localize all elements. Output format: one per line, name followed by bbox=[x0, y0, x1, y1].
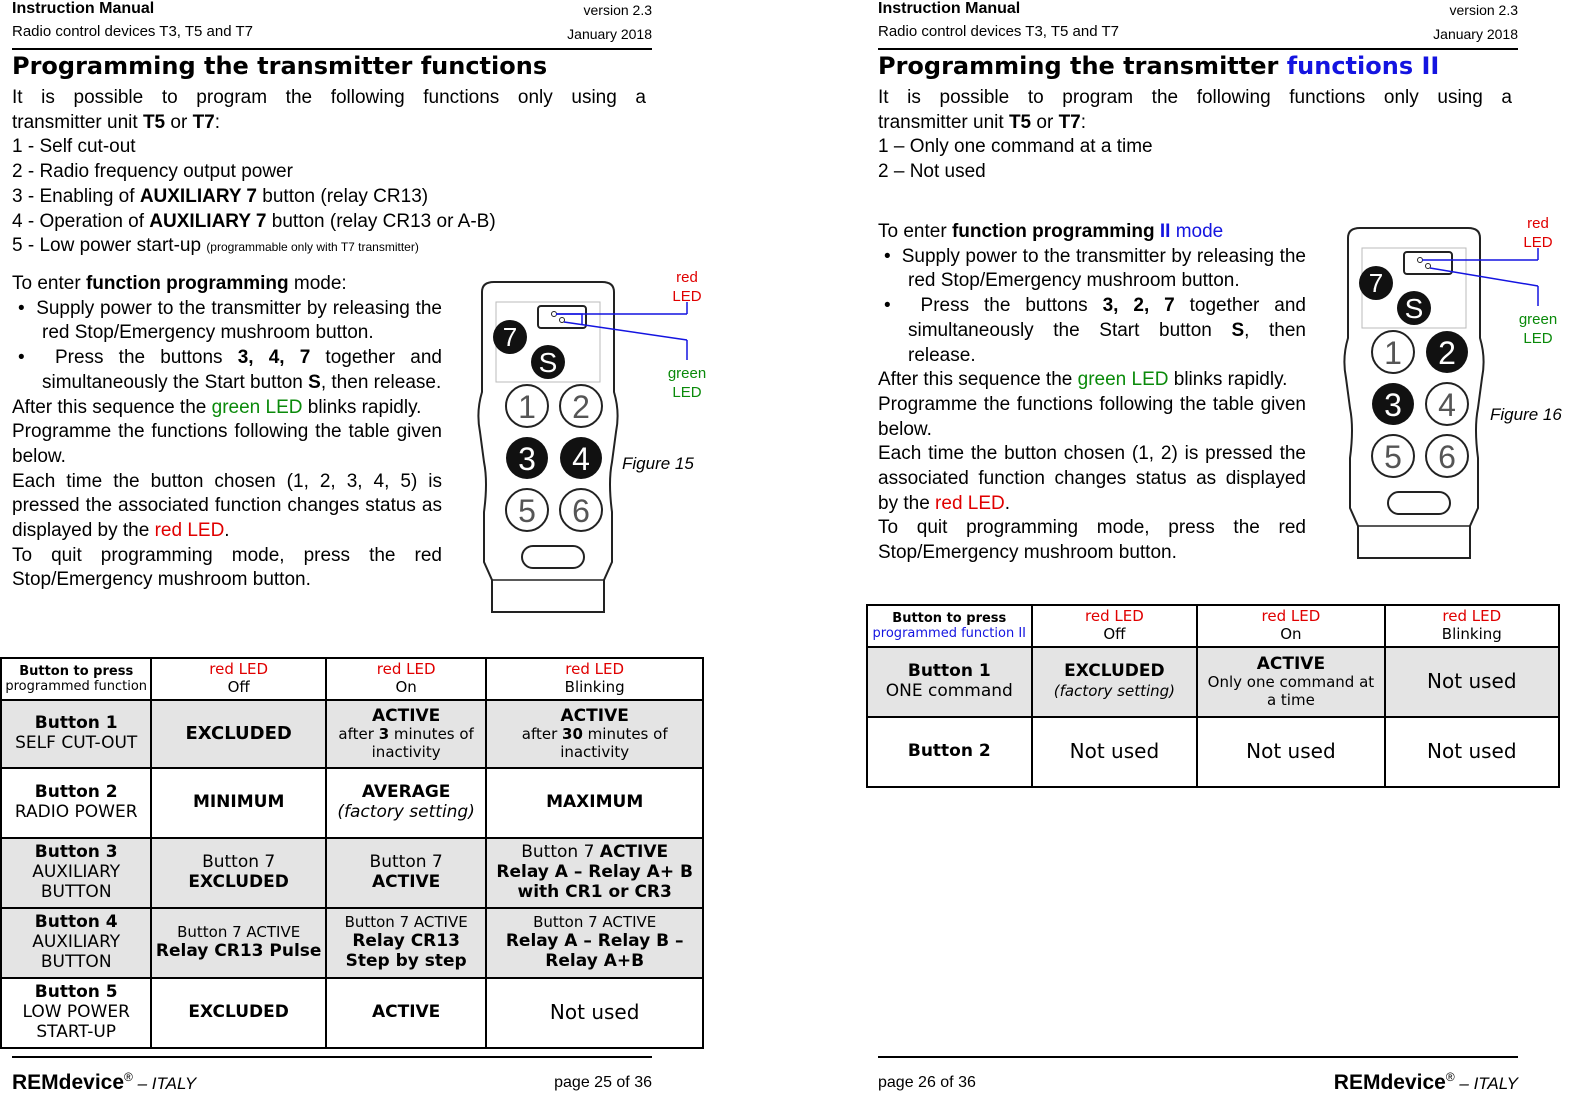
table-row: Button 5 LOW POWER START-UP EXCLUDED ACTIVE Not used bbox=[1, 978, 703, 1048]
svg-text:LED: LED bbox=[672, 288, 702, 305]
fig-red-label: red bbox=[1527, 215, 1549, 232]
table-row: Button 3 AUXILIARY BUTTON Button 7 EXCLUDED Button 7 ACTIVE Button 7 ACTIVE Relay A – Relay A+ B with CR1 or CR3 bbox=[1, 838, 703, 908]
svg-text:6: 6 bbox=[1438, 439, 1456, 475]
intro-line-1: It is possible to program the following functions only using a bbox=[12, 87, 646, 108]
function-item: 1 – Only one command at a time bbox=[878, 136, 1153, 158]
transmitter-figure-16 bbox=[1318, 208, 1580, 568]
programme-line: Programme the functions following the table given below. bbox=[12, 421, 442, 467]
page-number: page 26 of 36 bbox=[878, 1074, 976, 1091]
svg-text:6: 6 bbox=[572, 493, 590, 529]
page-title: Programming the transmitter functions bbox=[12, 52, 548, 80]
page-25 bbox=[5, 0, 712, 1109]
after-sequence: After this sequence the green LED blinks rapidly. bbox=[878, 369, 1288, 391]
intro-line-2: transmitter unit T5 or T7: bbox=[12, 111, 221, 133]
manual-subtitle: Radio control devices T3, T5 and T7 bbox=[12, 23, 253, 40]
svg-text:2: 2 bbox=[1438, 335, 1456, 371]
function-item: 2 – Not used bbox=[878, 161, 986, 183]
fig-green-label: green bbox=[1518, 311, 1558, 328]
fig-red-label: red bbox=[676, 269, 698, 286]
table-row: Button 4 AUXILIARY BUTTON Button 7 ACTIVE Relay CR13 Pulse Button 7 ACTIVE Relay CR13 Step by step Button 7 ACTIVE Relay A – Relay B – Relay A+B bbox=[1, 908, 703, 978]
table-header: Button to press programmed function II red LED Off red LED On red LED Blinking bbox=[867, 605, 1559, 647]
start-slot bbox=[1388, 492, 1450, 514]
svg-text:4: 4 bbox=[1438, 387, 1456, 423]
enter-mode-line: To enter function programming mode: bbox=[12, 273, 347, 294]
svg-text:LED: LED bbox=[1523, 330, 1553, 347]
function-item: 1 - Self cut-out bbox=[12, 136, 136, 158]
svg-text:7: 7 bbox=[1368, 268, 1384, 298]
bullet-item: • Supply power to the transmitter by releasing the red Stop/Emergency mushroom button. bbox=[18, 297, 442, 344]
bullet-item: • Supply power to the transmitter by releasing the red Stop/Emergency mushroom button. bbox=[884, 245, 1306, 292]
page-number: page 25 of 36 bbox=[554, 1074, 652, 1091]
version: version 2.3 bbox=[583, 2, 652, 18]
quit-line: To quit programming mode, press the red Stop/Emergency mushroom button. bbox=[12, 544, 442, 591]
date: January 2018 bbox=[1433, 26, 1518, 42]
table-row: Button 1 ONE command EXCLUDED (factory setting) ACTIVE Only one command at a time Not used bbox=[867, 647, 1559, 717]
function-item: 2 - Radio frequency output power bbox=[12, 161, 293, 183]
function-item: 3 - Enabling of AUXILIARY 7 button (relay CR13) bbox=[12, 185, 429, 207]
brand-logo: REMdevice® – ITALY bbox=[1333, 1070, 1518, 1094]
start-slot bbox=[522, 546, 584, 568]
svg-text:S: S bbox=[1404, 293, 1424, 324]
page-footer bbox=[12, 1056, 652, 1098]
svg-text:3: 3 bbox=[518, 441, 536, 477]
intro-line-1: It is possible to program the following functions only using a bbox=[878, 87, 1512, 108]
instructions bbox=[878, 220, 1306, 566]
red-led-dot bbox=[1418, 258, 1423, 263]
manual-subtitle: Radio control devices T3, T5 and T7 bbox=[878, 23, 1119, 40]
each-time-line: Each time the button chosen (1, 2, 3, 4, 5) is pressed the associated function changes status as displayed by the red LED. bbox=[12, 470, 442, 542]
table-row: Button 1 SELF CUT-OUT EXCLUDED ACTIVE after 3 minutes of inactivity ACTIVE after 30 minutes of inactivity bbox=[1, 700, 703, 768]
function-table-ii bbox=[866, 604, 1560, 788]
after-sequence: After this sequence the green LED blinks rapidly. bbox=[12, 396, 422, 418]
svg-text:S: S bbox=[538, 347, 558, 378]
figure-caption: Figure 16 bbox=[1490, 405, 1562, 424]
version: version 2.3 bbox=[1449, 2, 1518, 18]
function-table bbox=[0, 657, 704, 1049]
red-led-dot bbox=[552, 312, 557, 317]
green-led-dot bbox=[1426, 264, 1431, 269]
green-led-dot bbox=[560, 318, 565, 323]
svg-text:5: 5 bbox=[518, 493, 536, 529]
page-header bbox=[12, 0, 652, 50]
page-footer bbox=[878, 1056, 1518, 1098]
intro-text bbox=[12, 86, 646, 260]
function-item: 4 - Operation of AUXILIARY 7 button (relay CR13 or A-B) bbox=[12, 210, 496, 232]
quit-line: To quit programming mode, press the red Stop/Emergency mushroom button. bbox=[878, 517, 1306, 564]
table-row: Button 2 Not used Not used Not used bbox=[867, 717, 1559, 787]
brand-logo: REMdevice® – ITALY bbox=[12, 1070, 197, 1094]
bullet-item: • Press the buttons 3, 4, 7 together and simultaneously the Start button S, then release. bbox=[18, 347, 442, 393]
fig-green-label: green bbox=[667, 365, 707, 382]
table-header: Button to press programmed function red LED Off red LED On red LED Blinking bbox=[1, 658, 703, 700]
svg-text:4: 4 bbox=[572, 441, 590, 477]
table-row: Button 2 RADIO POWER MINIMUM AVERAGE (factory setting) MAXIMUM bbox=[1, 768, 703, 838]
function-item: 5 - Low power start-up (programmable only with T7 transmitter) bbox=[12, 235, 419, 257]
svg-text:LED: LED bbox=[672, 384, 702, 401]
figure-caption: Figure 15 bbox=[622, 454, 694, 473]
intro-line-2: transmitter unit T5 or T7: bbox=[878, 111, 1087, 133]
intro-text bbox=[878, 86, 1512, 185]
svg-text:1: 1 bbox=[518, 389, 536, 425]
svg-text:7: 7 bbox=[502, 322, 518, 352]
transmitter-figure-15 bbox=[452, 262, 714, 622]
manual-title: Instruction Manual bbox=[878, 0, 1021, 17]
svg-text:1: 1 bbox=[1384, 335, 1402, 371]
page-title: Programming the transmitter functions II bbox=[878, 52, 1440, 80]
page-26 bbox=[872, 0, 1578, 1109]
svg-text:5: 5 bbox=[1384, 439, 1402, 475]
svg-text:LED: LED bbox=[1523, 234, 1553, 251]
instructions bbox=[12, 272, 442, 593]
bullet-item: • Press the buttons 3, 2, 7 together and simultaneously the Start button S, then release. bbox=[884, 295, 1306, 366]
svg-text:3: 3 bbox=[1384, 387, 1402, 423]
each-time-line: Each time the button chosen (1, 2) is pressed the associated function changes status as displayed by the red LED. bbox=[878, 443, 1306, 514]
date: January 2018 bbox=[567, 26, 652, 42]
page-header bbox=[878, 0, 1518, 50]
programme-line: Programme the functions following the table given below. bbox=[878, 393, 1306, 440]
manual-title: Instruction Manual bbox=[12, 0, 155, 17]
svg-text:2: 2 bbox=[572, 389, 590, 425]
enter-mode-line: To enter function programming II mode bbox=[878, 221, 1224, 242]
